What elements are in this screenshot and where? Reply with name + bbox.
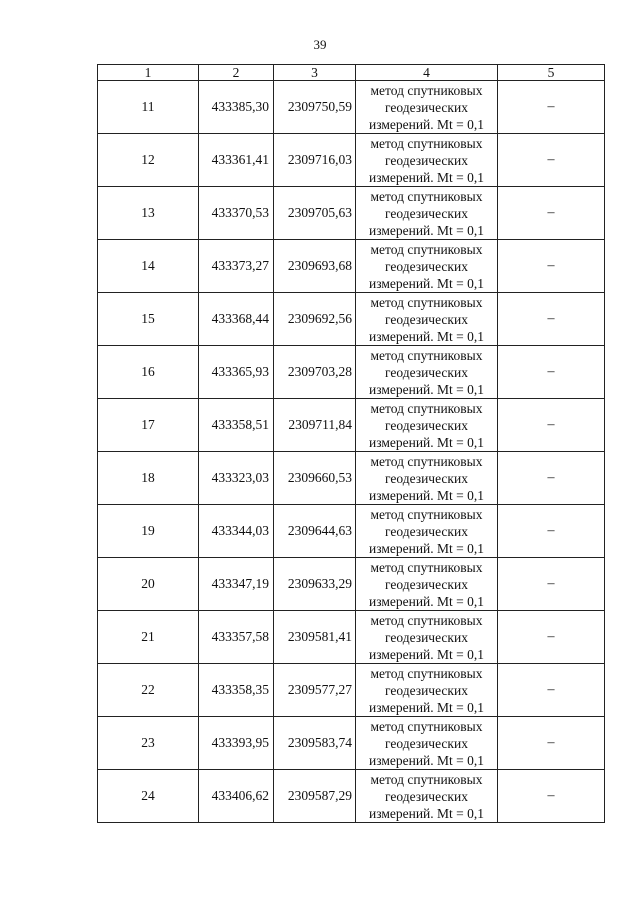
- point-number-cell: 19: [98, 505, 199, 558]
- method-cell: [356, 611, 498, 664]
- coordinate-x-cell: 433357,58: [199, 611, 274, 664]
- table-row: [98, 717, 605, 770]
- table-body: [98, 81, 605, 823]
- method-cell: [356, 187, 498, 240]
- table-row: [98, 293, 605, 346]
- method-text-line: геодезических: [385, 311, 468, 327]
- column-header-4: 4: [356, 65, 498, 81]
- method-text-line: метод спутниковых: [370, 506, 483, 522]
- method-text-line: измерений. Mt = 0,1: [368, 540, 485, 556]
- table-row: [98, 452, 605, 505]
- precision-cell: –: [498, 770, 605, 823]
- method-text-line: геодезических: [385, 735, 468, 751]
- table-header-row: [98, 65, 605, 81]
- coordinate-y-cell: 2309750,59: [274, 81, 356, 134]
- page-number: 39: [313, 37, 327, 52]
- method-text-line: геодезических: [385, 629, 468, 645]
- method-text-line: геодезических: [385, 788, 468, 804]
- method-text-line: метод спутниковых: [370, 241, 483, 257]
- precision-cell: –: [498, 611, 605, 664]
- method-text-line: метод спутниковых: [370, 400, 483, 416]
- table-row: [98, 611, 605, 664]
- method-text-line: измерений. Mt = 0,1: [368, 487, 485, 503]
- method-text-line: измерений. Mt = 0,1: [368, 275, 485, 291]
- method-text-line: геодезических: [385, 417, 468, 433]
- precision-cell: –: [498, 399, 605, 452]
- point-number-cell: 11: [98, 81, 199, 134]
- point-number-cell: 12: [98, 134, 199, 187]
- precision-cell: –: [498, 452, 605, 505]
- coordinate-x-cell: 433373,27: [199, 240, 274, 293]
- method-cell: [356, 399, 498, 452]
- method-text-line: измерений. Mt = 0,1: [368, 434, 485, 450]
- precision-cell: –: [498, 240, 605, 293]
- method-text-line: метод спутниковых: [370, 559, 483, 575]
- method-text-line: геодезических: [385, 470, 468, 486]
- table-row: [98, 558, 605, 611]
- method-cell: [356, 452, 498, 505]
- method-cell: [356, 134, 498, 187]
- coordinate-y-cell: 2309633,29: [274, 558, 356, 611]
- method-cell: [356, 664, 498, 717]
- point-number-cell: 22: [98, 664, 199, 717]
- method-cell: [356, 558, 498, 611]
- method-text-line: измерений. Mt = 0,1: [368, 593, 485, 609]
- method-cell: [356, 717, 498, 770]
- method-text-line: измерений. Mt = 0,1: [368, 646, 485, 662]
- method-text-line: измерений. Mt = 0,1: [368, 169, 485, 185]
- method-text-line: метод спутниковых: [370, 82, 483, 98]
- method-text-line: измерений. Mt = 0,1: [368, 805, 485, 821]
- method-text-line: геодезических: [385, 258, 468, 274]
- method-text-line: метод спутниковых: [370, 347, 483, 363]
- coordinate-y-cell: 2309693,68: [274, 240, 356, 293]
- method-text-line: измерений. Mt = 0,1: [368, 328, 485, 344]
- method-text-line: метод спутниковых: [370, 665, 483, 681]
- table-row: [98, 505, 605, 558]
- method-text-line: измерений. Mt = 0,1: [368, 699, 485, 715]
- method-text-line: геодезических: [385, 205, 468, 221]
- method-text-line: геодезических: [385, 523, 468, 539]
- coordinate-y-cell: 2309581,41: [274, 611, 356, 664]
- point-number-cell: 13: [98, 187, 199, 240]
- coordinate-y-cell: 2309660,53: [274, 452, 356, 505]
- coordinate-x-cell: 433368,44: [199, 293, 274, 346]
- precision-cell: –: [498, 717, 605, 770]
- coordinate-x-cell: 433323,03: [199, 452, 274, 505]
- method-cell: [356, 770, 498, 823]
- method-text-line: метод спутниковых: [370, 612, 483, 628]
- coordinate-x-cell: 433358,51: [199, 399, 274, 452]
- method-text-line: геодезических: [385, 576, 468, 592]
- method-text-line: метод спутниковых: [370, 771, 483, 787]
- coordinate-y-cell: 2309583,74: [274, 717, 356, 770]
- precision-cell: –: [498, 346, 605, 399]
- method-cell: [356, 240, 498, 293]
- table-row: [98, 134, 605, 187]
- coordinate-x-cell: 433358,35: [199, 664, 274, 717]
- method-text-line: геодезических: [385, 364, 468, 380]
- column-header-1: 1: [98, 65, 199, 81]
- coordinate-y-cell: 2309587,29: [274, 770, 356, 823]
- method-text-line: измерений. Mt = 0,1: [368, 116, 485, 132]
- method-cell: [356, 81, 498, 134]
- point-number-cell: 20: [98, 558, 199, 611]
- coordinate-x-cell: 433393,95: [199, 717, 274, 770]
- coordinate-x-cell: 433370,53: [199, 187, 274, 240]
- precision-cell: –: [498, 664, 605, 717]
- table-row: [98, 399, 605, 452]
- coordinate-x-cell: 433365,93: [199, 346, 274, 399]
- column-header-5: 5: [498, 65, 605, 81]
- coordinate-y-cell: 2309705,63: [274, 187, 356, 240]
- coordinate-x-cell: 433406,62: [199, 770, 274, 823]
- coordinate-x-cell: 433385,30: [199, 81, 274, 134]
- coordinate-x-cell: 433361,41: [199, 134, 274, 187]
- precision-cell: –: [498, 134, 605, 187]
- coordinate-y-cell: 2309692,56: [274, 293, 356, 346]
- table-row: [98, 664, 605, 717]
- point-number-cell: 24: [98, 770, 199, 823]
- point-number-cell: 16: [98, 346, 199, 399]
- method-text-line: метод спутниковых: [370, 188, 483, 204]
- point-number-cell: 15: [98, 293, 199, 346]
- point-number-cell: 23: [98, 717, 199, 770]
- coordinate-y-cell: 2309644,63: [274, 505, 356, 558]
- coordinate-x-cell: 433347,19: [199, 558, 274, 611]
- method-text-line: измерений. Mt = 0,1: [368, 222, 485, 238]
- column-header-3: 3: [274, 65, 356, 81]
- table-row: [98, 346, 605, 399]
- method-text-line: геодезических: [385, 99, 468, 115]
- method-text-line: метод спутниковых: [370, 718, 483, 734]
- coordinate-y-cell: 2309703,28: [274, 346, 356, 399]
- method-cell: [356, 346, 498, 399]
- precision-cell: –: [498, 293, 605, 346]
- coordinates-table: [97, 64, 605, 823]
- coordinate-x-cell: 433344,03: [199, 505, 274, 558]
- column-header-2: 2: [199, 65, 274, 81]
- point-number-cell: 14: [98, 240, 199, 293]
- point-number-cell: 18: [98, 452, 199, 505]
- table-row: [98, 240, 605, 293]
- precision-cell: –: [498, 558, 605, 611]
- point-number-cell: 21: [98, 611, 199, 664]
- point-number-cell: 17: [98, 399, 199, 452]
- method-text-line: геодезических: [385, 682, 468, 698]
- method-cell: [356, 293, 498, 346]
- method-text-line: метод спутниковых: [370, 294, 483, 310]
- table-row: [98, 770, 605, 823]
- table-row: [98, 187, 605, 240]
- method-text-line: метод спутниковых: [370, 453, 483, 469]
- coordinate-y-cell: 2309716,03: [274, 134, 356, 187]
- method-text-line: метод спутниковых: [370, 135, 483, 151]
- method-cell: [356, 505, 498, 558]
- coordinate-y-cell: 2309711,84: [274, 399, 356, 452]
- coordinate-y-cell: 2309577,27: [274, 664, 356, 717]
- precision-cell: –: [498, 81, 605, 134]
- precision-cell: –: [498, 187, 605, 240]
- method-text-line: измерений. Mt = 0,1: [368, 381, 485, 397]
- table-row: [98, 81, 605, 134]
- precision-cell: –: [498, 505, 605, 558]
- method-text-line: измерений. Mt = 0,1: [368, 752, 485, 768]
- method-text-line: геодезических: [385, 152, 468, 168]
